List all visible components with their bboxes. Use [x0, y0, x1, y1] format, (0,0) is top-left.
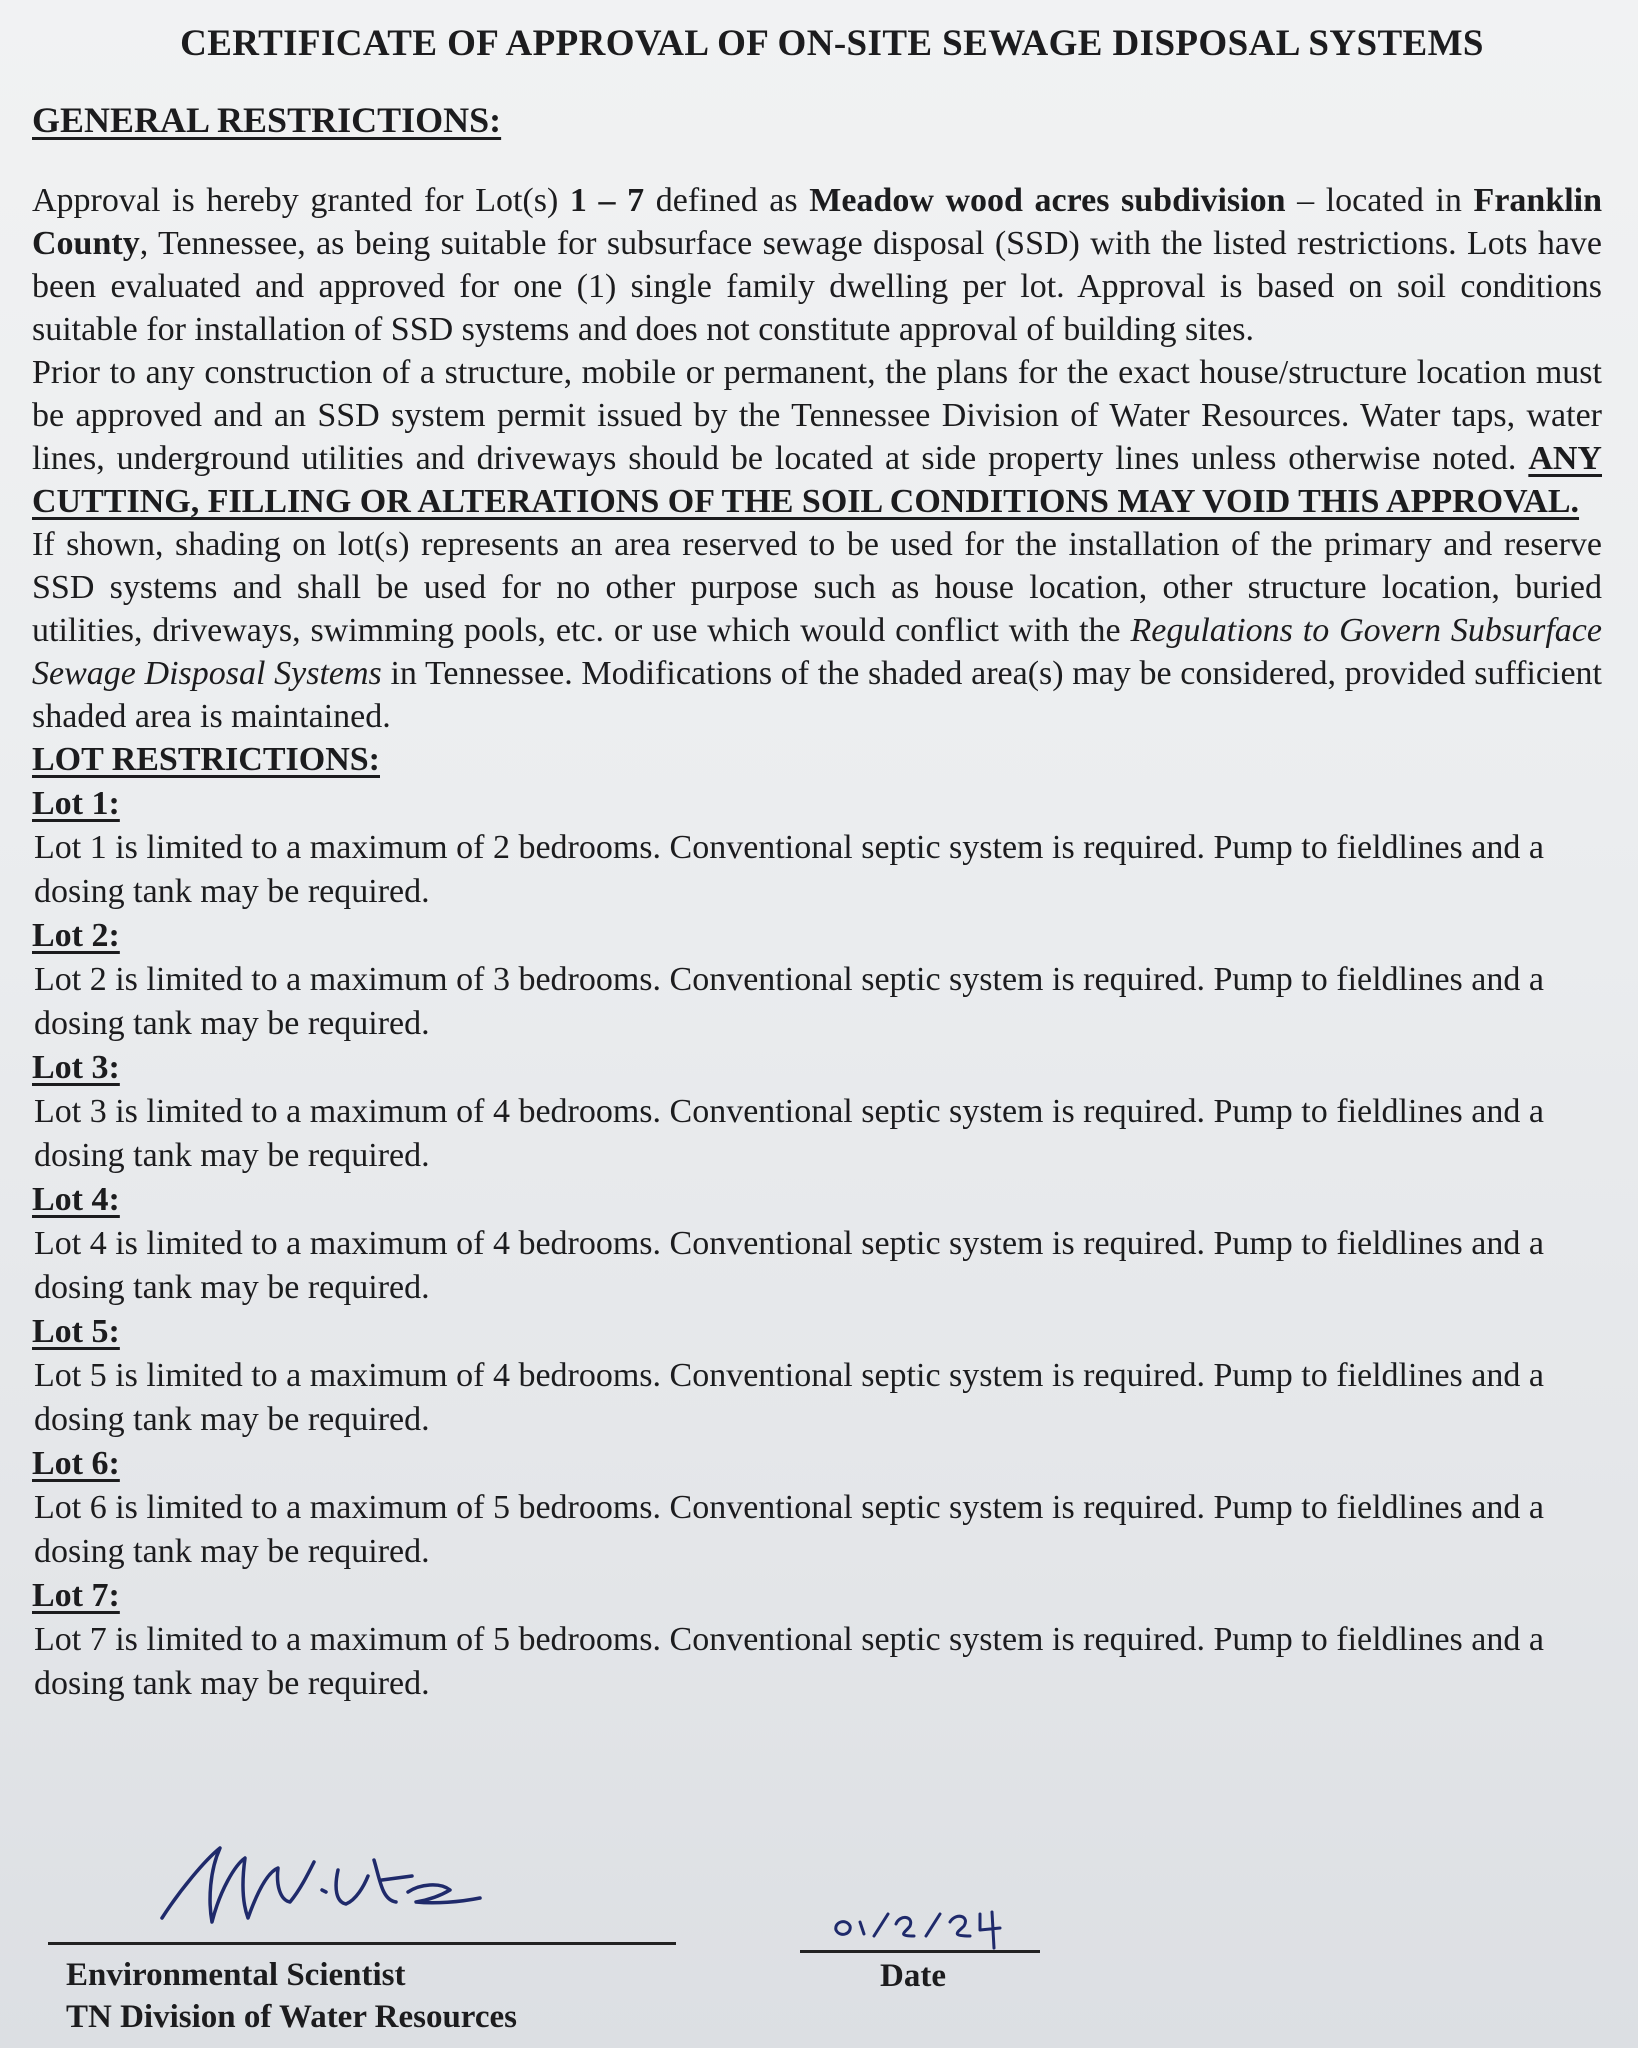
lot-restriction-text: Lot 3 is limited to a maximum of 4 bedrooms. Conventional septic system is required. Pump to fieldlines and a dosing tank may be required. [34, 1093, 1544, 1174]
lot-item [32, 1574, 1602, 1706]
date-line [800, 1950, 1040, 1953]
approval-text-4: , Tennessee, as being suitable for subsurface sewage disposal (SSD) with the listed restrictions. Lots have been evaluated and approved for one (1) single family dwelling per lot. Approval is based on soil conditions suitable for installation of SSD systems and does not constitute approval of building sites. [32, 225, 1602, 348]
lot-restriction-text: Lot 4 is limited to a maximum of 4 bedrooms. Conventional septic system is required. Pump to fieldlines and a dosing tank may be required. [34, 1225, 1544, 1306]
signer-organization: TN Division of Water Resources [66, 1999, 517, 2035]
lot-label: Lot 5: [32, 1313, 120, 1350]
lot-item [32, 1046, 1602, 1178]
lot-restriction-text: Lot 5 is limited to a maximum of 4 bedrooms. Conventional septic system is required. Pump to fieldlines and a dosing tank may be required. [34, 1357, 1544, 1438]
general-restrictions-heading: GENERAL RESTRICTIONS: [32, 100, 502, 140]
subdivision-name: Meadow wood acres subdivision [809, 182, 1286, 219]
lot-item [32, 1310, 1602, 1442]
lot-label: Lot 7: [32, 1577, 120, 1614]
signer-title: Environmental Scientist [66, 1957, 406, 1993]
approval-text-1: Approval is hereby granted for Lot(s) [32, 182, 570, 219]
lot-label: Lot 6: [32, 1445, 120, 1482]
lot-label: Lot 3: [32, 1049, 120, 1086]
lot-label: Lot 2: [32, 917, 120, 954]
approval-text-3: – located in [1285, 182, 1474, 219]
approved-lots: 1 – 7 [569, 182, 645, 219]
shading-text-1: If shown, shading on lot(s) represents an area reserved to be used for the installation of the primary and reserve SSD systems and shall be used for no other purpose such as house location, other structure location, buried utilities, driveways, swimming pools, etc. or use which would conflict with the [32, 526, 1602, 649]
lot-restrictions-heading: LOT RESTRICTIONS: [32, 741, 380, 778]
approval-paragraph [32, 179, 1602, 351]
signature-block [0, 1830, 1638, 2048]
lot-item [32, 1178, 1602, 1310]
lot-item [32, 1442, 1602, 1574]
signature-line [48, 1942, 676, 1945]
document-body [32, 22, 1602, 1706]
handwritten-signature [150, 1830, 550, 1940]
lot-restriction-text: Lot 1 is limited to a maximum of 2 bedrooms. Conventional septic system is required. Pump to fieldlines and a dosing tank may be required. [34, 829, 1544, 910]
soil-warning: ANY CUTTING, FILLING OR ALTERATIONS OF THE SOIL CONDITIONS MAY VOID THIS APPROVAL. [32, 440, 1602, 520]
lot-restriction-text: Lot 7 is limited to a maximum of 5 bedrooms. Conventional septic system is required. Pump to fieldlines and a dosing tank may be required. [34, 1621, 1544, 1702]
county-name: Franklin County [32, 182, 1603, 262]
date-label: Date [880, 1958, 946, 1994]
lot-item [32, 782, 1602, 914]
lot-item [32, 914, 1602, 1046]
lot-label: Lot 1: [32, 785, 120, 822]
approval-text-2: defined as [644, 182, 810, 219]
lot-restriction-text: Lot 2 is limited to a maximum of 3 bedrooms. Conventional septic system is required. Pump to fieldlines and a dosing tank may be required. [34, 961, 1544, 1042]
shading-text-2: in Tennessee. Modifications of the shaded area(s) may be considered, provided sufficient shaded area is maintained. [32, 655, 1603, 735]
construction-paragraph [32, 351, 1602, 523]
lot-label: Lot 4: [32, 1181, 120, 1218]
document-title: CERTIFICATE OF APPROVAL OF ON-SITE SEWAGE DISPOSAL SYSTEMS [180, 23, 1484, 64]
regulation-title: Regulations to Govern Subsurface Sewage Disposal Systems [32, 612, 1602, 692]
shading-paragraph [32, 523, 1602, 738]
lot-restriction-text: Lot 6 is limited to a maximum of 5 bedrooms. Conventional septic system is required. Pump to fieldlines and a dosing tank may be required. [34, 1489, 1544, 1570]
construction-text: Prior to any construction of a structure, mobile or permanent, the plans for the exact house/structure location must be approved and an SSD system permit issued by the Tennessee Division of Water Resources. Water taps, water lines, underground utilities and driveways should be located at side property lines unless otherwise noted. [32, 354, 1602, 477]
